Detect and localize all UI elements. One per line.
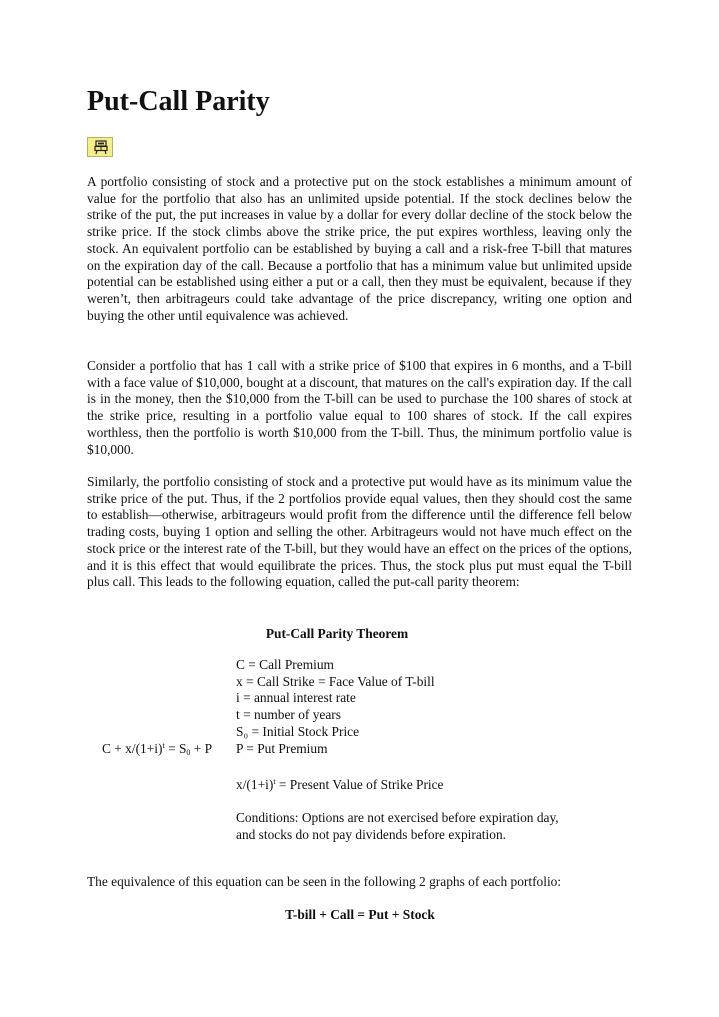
conditions-line: Conditions: Options are not exercised before expiration day, (236, 810, 559, 826)
page-title: Put-Call Parity (87, 86, 270, 117)
definition-item: x = Call Strike = Face Value of T-bill (236, 673, 435, 689)
definition-item: i = annual interest rate (236, 690, 356, 706)
parity-formula (102, 741, 212, 757)
pv-label: = Present Value of Strike Price (275, 776, 444, 792)
formula-equals-s: = S (164, 741, 187, 756)
graphs-heading: T-bill + Call = Put + Stock (285, 907, 435, 922)
formula-rhs: + P (190, 741, 213, 756)
pv-exponent: t (273, 776, 276, 786)
theorem-heading: Put-Call Parity Theorem (265, 626, 409, 641)
formula-lhs: C + x/(1+i) (102, 741, 163, 756)
paragraph-intro: A portfolio consisting of stock and a protective put on the stock establishes a minimum amount of value for the portfolio that also has an unlimited upside potential. If the stock declines below the strike of the put, the put increases in value by a dollar for every dollar decline of the stock below the strike price. If the stock climbs above the strike price, the put expires worthless, leaving only the stock. An equivalent portfolio can be established by buying a call and a risk-free T-bill that matures on the expiration day of the call. Because a portfolio that has a minimum value but unlimited upside potential can be established using either a put or a call, then they must be equivalent, because if they weren’t, then arbitrageurs could take advantage of the price discrepancy, writing one option and buying the other until equivalence was achieved. (87, 174, 632, 323)
formula-subscript: 0 (186, 748, 191, 757)
definition-item: t = number of years (236, 707, 341, 723)
audio-button[interactable] (87, 137, 113, 157)
definition-item: C = Call Premium (236, 657, 334, 672)
speaker-icon (94, 140, 108, 155)
formula-exponent: t (162, 741, 165, 750)
conditions-line: and stocks do not pay dividends before expiration. (236, 827, 506, 842)
definitions-list (236, 657, 616, 844)
paragraph-graphs-intro: The equivalence of this equation can be seen in the following 2 graphs of each portfolio: (87, 874, 562, 889)
pv-formula: x/(1+i) (236, 776, 274, 792)
paragraph-call-example: Consider a portfolio that has 1 call with a strike price of $100 that expires in 6 months, and a T-bill with a face value of $10,000, bought at a discount, that matures on the call's expiration day. If the call is in the money, then the $10,000 from the T-bill can be used to purchase the 100 shares of stock at the strike price, resulting in a portfolio value equal to 100 shares of stock. If the call expires worthless, then the portfolio is worth $10,000 from the T-bill. Thus, the minimum portfolio value is $10,000. (87, 358, 632, 457)
definition-item: P = Put Premium (236, 740, 328, 756)
present-value-definition (236, 774, 616, 794)
definition-item: S₀ = Initial Stock Price (236, 723, 360, 739)
paragraph-put-equivalence: Similarly, the portfolio consisting of stock and a protective put would have as its minimum value the strike price of the put. Thus, if the 2 portfolios provide equal values, then they should cost the same to establish—otherwise, arbitrageurs would profit from the difference until the difference fell below trading costs, buying 1 option and selling the other. Arbitrageurs would not have much effect on the stock price or the interest rate of the T-bill, but they would have an effect on the prices of the options, and it is this effect that would equilibrate the prices. Thus, the stock plus put must equal the T-bill plus call. This leads to the following equation, called the put-call parity theorem: (87, 474, 632, 590)
